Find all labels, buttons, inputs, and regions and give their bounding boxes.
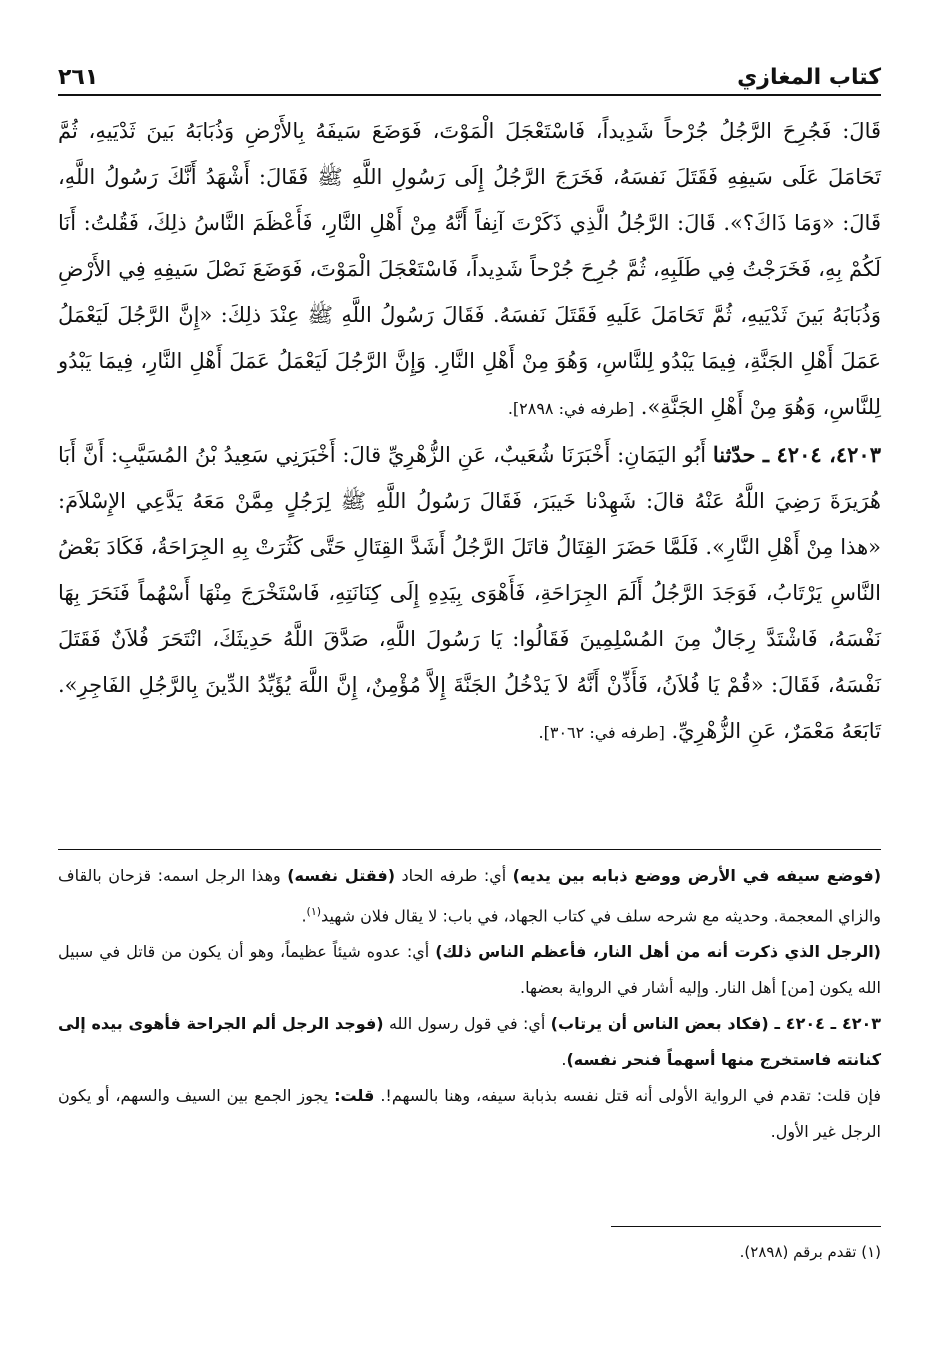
quoted-phrase: (فقتل نفسه)	[287, 866, 396, 885]
quoted-phrase: (الرجل الذي ذكرت أنه من أهل النار، فأعظم الناس ذلك)	[435, 942, 881, 962]
commentary-paragraph	[58, 1078, 881, 1150]
commentary-paragraph	[58, 934, 881, 1006]
page-number: ٢٦١	[58, 65, 99, 90]
hadith-text	[58, 108, 881, 756]
footnote-text: تقدم برقم (٢٨٩٨).	[739, 1243, 857, 1261]
quoted-phrase: قلت:	[334, 1086, 375, 1106]
footnote-number: (١)	[861, 1243, 881, 1261]
commentary-text: فإن قلت: تقدم في الرواية الأولى أنه قتل نفسه بذبابة سيفه، وهنا بالسهم!.	[374, 1086, 882, 1106]
commentary-text: وهذا الرجل اسمه: قزحان بالقاف والزاي المعجمة. وحديثه مع شرحه سلف في كتاب الجهاد، في باب: لا يقال فلان شهيد	[58, 866, 881, 926]
footnote-marker[interactable]: (١)	[306, 905, 322, 918]
footnote	[58, 1236, 881, 1268]
hadith-paragraph	[58, 432, 881, 756]
commentary-divider	[58, 849, 881, 850]
cross-reference: [طرفه في: ٣٠٦٢].	[538, 723, 665, 742]
commentary	[58, 858, 881, 1150]
commentary-paragraph	[58, 1006, 881, 1078]
hadith-paragraph-text: قَالَ: فَجُرِحَ الرَّجُلُ جُرْحاً شَدِيداً، فَاسْتَعْجَلَ الْمَوْتَ، فَوَضَعَ سَيفَهُ بِالأَرْضِ وَذُبَابَهُ بَينَ ثَدْيَيهِ، ثُمَّ تَحَامَلَ عَلَى سَيفِهِ فَقَتَلَ نَفسَهُ، فَخَرَجَ الرَّجُلُ إِلَى رَسُولِ اللَّهِ ﷺ فَقَالَ: أَشْهَدُ أَنَّكَ رَسُولُ اللَّهِ، قَالَ: «وَمَا ذَاكَ؟». قَالَ: الرَّجُلُ الَّذِي ذَكَرْتَ آنِفاً أَنَّهُ مِنْ أَهْلِ النَّارِ، فَأَعْظَمَ النَّاسُ ذلِكَ، فَقُلتُ: أَنَا لَكُمْ بِهِ، فَخَرَجْتُ فِي طَلَبِهِ، ثُمَّ جُرِحَ جُرْحاً شَدِيداً، فَاسْتَعْجَلَ الْمَوْتَ، فَوَضَعَ نَصْلَ سَيفِهِ فِي الأَرْضِ وَذُبَابَهُ بَينَ ثَدْيَيهِ، ثُمَّ تَحَامَلَ عَلَيهِ فَقَتَلَ نَفسَهُ. فَقَالَ رَسُولُ اللَّهِ ﷺ عِنْدَ ذلِكَ: «إِنَّ الرَّجُلَ لَيَعْمَلُ عَمَلَ أَهْلِ الجَنَّةِ، فِيمَا يَبْدُو لِلنَّاسِ، وَهُوَ مِنْ أَهْلِ النَّارِ. وَإِنَّ الرَّجُلَ لَيَعْمَلُ عَمَلَ أَهْلِ النَّارِ، فِيمَا يَبْدُو لِلنَّاسِ، وَهُوَ مِنْ أَهْلِ الجَنَّةِ».	[58, 119, 881, 419]
commentary-text: أي: عدوه شيئاً عظيماً، وهو أن يكون من قاتل في سبيل الله يكون [من] أهل النار. وإليه أشار في الرواية بعضها.	[58, 942, 881, 998]
hadith-number: ٤٢٠٣، ٤٢٠٤ ـ حدّثنا	[712, 442, 881, 467]
commentary-text: .	[561, 1050, 567, 1070]
commentary-paragraph	[58, 858, 881, 934]
quoted-phrase: (فوضع سيفه في الأرض ووضع ذبابه بين يديه)	[512, 866, 882, 885]
commentary-text: يجوز الجمع بين السيف والسهم، أو يكون الرجل غير الأول.	[58, 1086, 881, 1142]
commentary-text: أي: طرفه الحاد	[395, 866, 513, 885]
quoted-phrase: ٤٢٠٣ ـ ٤٢٠٤ ـ (فكاد بعض الناس أن يرتاب)	[550, 1014, 882, 1034]
cross-reference: [طرفه في: ٢٨٩٨].	[507, 399, 635, 418]
hadith-paragraph	[58, 108, 881, 432]
hadith-paragraph-text: أَبُو اليَمَانِ: أَخْبَرَنَا شُعَيبٌ، عَنِ الزُّهْرِيِّ قالَ: أَخْبَرَنِي سَعِيدُ بْنُ المُسَيَّبِ: أَنَّ أَبَا هُرَيرَةَ رَضِيَ اللَّهُ عَنْهُ قالَ: شَهِدْنا خَيبَرَ، فَقَالَ رَسُولُ اللَّهِ ﷺ لِرَجُلٍ مِمَّنْ مَعَهُ يَدَّعِي الإِسْلاَمَ: «هذا مِنْ أَهْلِ النَّارِ». فَلَمَّا حَضَرَ القِتَالُ قاتَلَ الرَّجُلُ أَشَدَّ القِتَالِ حَتَّى كَثُرَتْ بِهِ الجِرَاحَةُ، فَكَادَ بَعْضُ النَّاسِ يَرْتَابُ، فَوَجَدَ الرَّجُلُ أَلَمَ الجِرَاحَةِ، فَأَهْوَى بِيَدِهِ إِلَى كِنَانَتِهِ، فَاسْتَخْرَجَ مِنْهَا أَسْهُماً فَنَحَرَ بِهَا نَفْسَهُ، فَاشْتَدَّ رِجَالٌ مِنَ المُسْلِمِينَ فَقَالُوا: يَا رَسُولَ اللَّهِ، صَدَّقَ اللَّهُ حَدِيثَكَ، انْتَحَرَ فُلاَنٌ فَقَتَلَ نَفْسَهُ، فَقَالَ: «قُمْ يَا فُلاَنُ، فَأَذِّنْ أَنَّهُ لاَ يَدْخُلُ الجَنَّةَ إِلاَّ مُؤْمِنٌ، إِنَّ اللَّهَ يُؤَيِّدُ الدِّينَ بِالرَّجُلِ الفَاجِرِ». تَابَعَهُ مَعْمَرٌ، عَنِ الزُّهْرِيِّ.	[58, 443, 881, 743]
page-header	[58, 46, 881, 96]
footnote-divider	[611, 1226, 881, 1227]
commentary-text: .	[301, 906, 307, 926]
quoted-phrase: (فوجد الرجل ألم الجراحة فأهوى بيده إلى كنانته فاستخرج منها أسهماً فنحر نفسه)	[58, 1014, 881, 1070]
commentary-text: أي: في قول رسول الله	[383, 1014, 551, 1034]
book-title: كتاب المغازي	[737, 65, 881, 90]
